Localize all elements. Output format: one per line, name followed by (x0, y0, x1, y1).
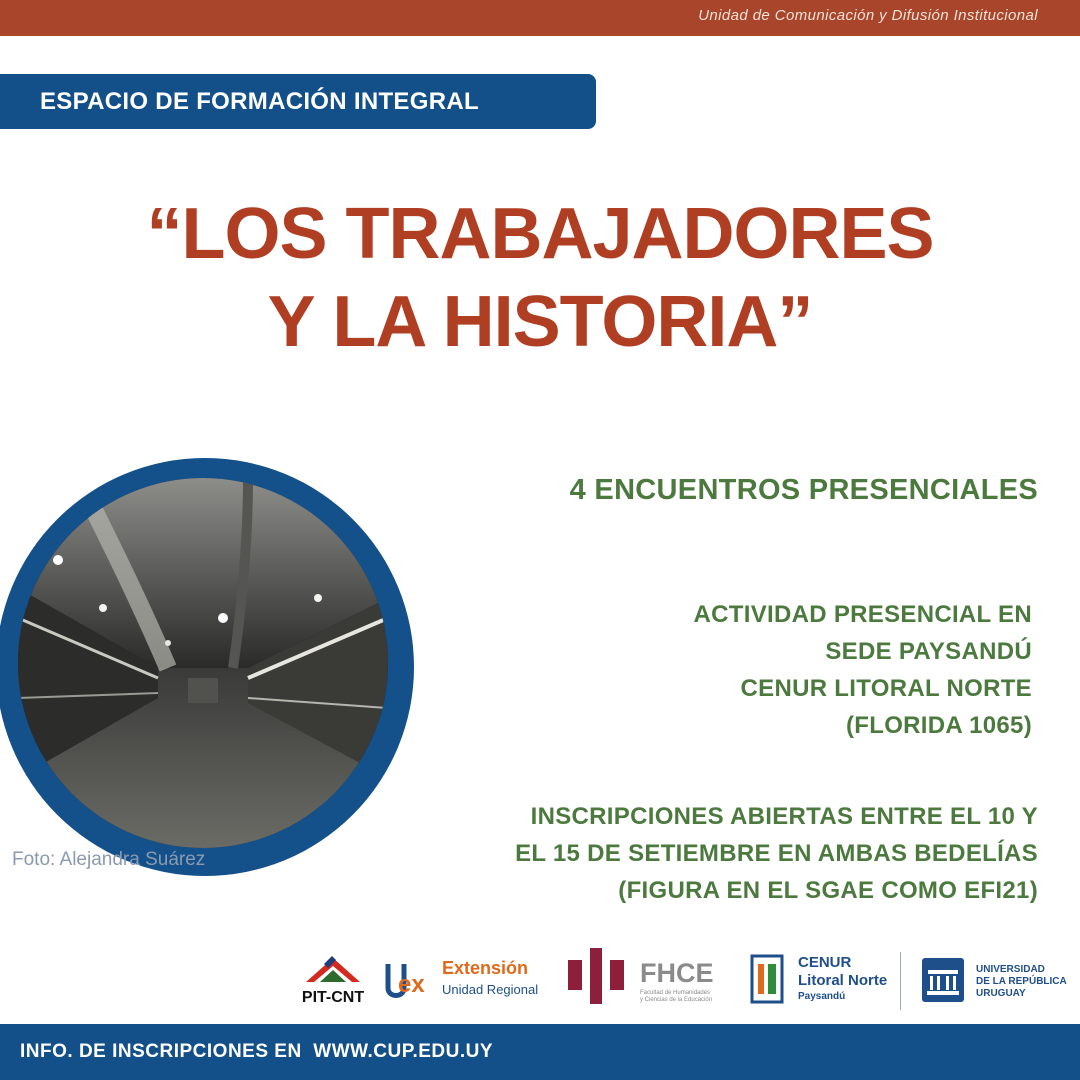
fhce-sub-2: y Ciencias de la Educación (640, 997, 713, 1003)
institution-unit-text: Unidad de Comunicación y Difusión Institucional (698, 7, 1038, 24)
title-line-1: “LOS TRABAJADORES (146, 194, 934, 274)
udelar-logo (922, 958, 1072, 1004)
footer-banner (0, 1024, 1080, 1080)
enrollment-line-1: INSCRIPCIONES ABIERTAS ENTRE EL 10 Y (530, 803, 1038, 830)
program-tag: ESPACIO DE FORMACIÓN INTEGRAL (0, 74, 596, 129)
logo-divider (900, 952, 901, 1010)
udelar-label-1: UNIVERSIDAD (976, 964, 1045, 975)
top-banner (0, 0, 1080, 36)
enrollment-line-2: EL 15 DE SETIEMBRE EN AMBAS BEDELÍAS (515, 840, 1038, 867)
cenur-label-3: Paysandú (798, 991, 846, 1002)
enrollment-block (515, 798, 1038, 909)
cenur-label-1: CENUR (798, 954, 852, 971)
pitcnt-label: PIT-CNT (301, 989, 365, 1006)
svg-text:ex: ex (398, 971, 425, 998)
event-title (0, 190, 1080, 366)
location-line-2: SEDE PAYSANDÚ (825, 638, 1032, 665)
extension-title: Extensión (442, 958, 529, 978)
pitcnt-roof-icon (298, 952, 368, 986)
cenur-mark-icon (750, 954, 784, 1004)
location-line-3: CENUR LITORAL NORTE (740, 675, 1032, 702)
cenur-logo (750, 954, 895, 1006)
fhce-logo (568, 946, 728, 1008)
cenur-label-2: Litoral Norte (798, 972, 888, 989)
factory-photo-circle (0, 458, 414, 876)
udelar-label-2: DE LA REPÚBLICA (976, 976, 1067, 987)
udelar-building-icon (922, 958, 964, 1002)
factory-photo (18, 478, 388, 848)
fhce-h-icon (568, 946, 628, 1006)
location-line-4: (FLORIDA 1065) (845, 712, 1032, 739)
enrollment-info-link[interactable]: INFO. DE INSCRIPCIONES EN WWW.CUP.EDU.UY (20, 1041, 494, 1062)
meetings-count: 4 ENCUENTROS PRESENCIALES (569, 474, 1038, 506)
fhce-sub-1: Facultad de Humanidades (640, 990, 711, 996)
location-block (694, 596, 1033, 744)
location-line-1: ACTIVIDAD PRESENCIAL EN (693, 601, 1032, 628)
photo-credit: Foto: Alejandra Suárez (12, 849, 206, 870)
extension-mark-icon (384, 958, 436, 1002)
udelar-label-3: URUGUAY (976, 988, 1026, 999)
extension-subtitle: Unidad Regional (442, 982, 539, 997)
pitcnt-logo (298, 952, 368, 1008)
title-line-2: Y LA HISTORIA” (267, 282, 813, 362)
enrollment-line-3: (FIGURA EN EL SGAE COMO EFI21) (618, 877, 1038, 904)
extension-logo (384, 956, 554, 1006)
logo-strip (290, 944, 1080, 1014)
fhce-label: FHCE (640, 958, 714, 988)
